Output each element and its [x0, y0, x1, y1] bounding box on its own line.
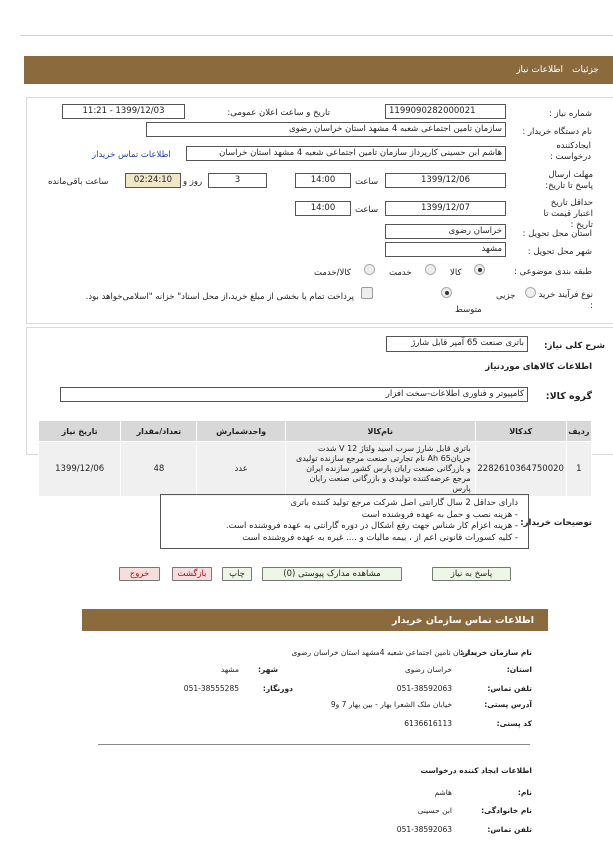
- contact-phone-label: تلفن تماس:: [487, 684, 532, 693]
- contact-fax-label: دورنگار:: [262, 684, 293, 693]
- creator-first-name-label: نام:: [517, 788, 532, 797]
- buyer-org-label: نام دستگاه خریدار :: [522, 127, 592, 137]
- process-partial-radio[interactable]: [525, 287, 536, 298]
- reply-time-label: ساعت: [355, 177, 379, 187]
- contact-section-title: اطلاعات تماس سازمان خریدار: [391, 615, 534, 626]
- contact-province-value: خراسان رضوی: [404, 665, 452, 674]
- cell-qty: 48: [121, 442, 197, 497]
- exit-button[interactable]: خروج: [119, 567, 160, 581]
- reply-button[interactable]: پاسخ به نیاز: [432, 567, 511, 581]
- cell-code: 2282610364750020: [475, 442, 566, 497]
- summary-field[interactable]: باتری صنعت 65 آمپر قابل شارژ: [386, 336, 528, 352]
- contact-fax-value: 051-38555285: [183, 684, 239, 693]
- creator-first-name-value: هاشم: [434, 788, 452, 797]
- summary-label: شرح کلی نیاز:: [544, 341, 605, 351]
- treasury-payment-checkbox[interactable]: [361, 287, 373, 299]
- breadcrumb-need-info[interactable]: اطلاعات نیاز: [516, 65, 563, 75]
- creator-section-title: اطلاعات ایجاد کننده درخواست: [420, 766, 532, 775]
- reply-deadline-label: مهلت ارسال پاسخ تا تاریخ:: [545, 170, 593, 191]
- view-attachments-button[interactable]: مشاهده مدارک پیوستی (0): [262, 567, 402, 581]
- category-service-label: خدمت: [389, 268, 412, 278]
- back-button[interactable]: بازگشت: [172, 567, 212, 581]
- contact-city-label: شهر:: [258, 665, 278, 674]
- cell-date: 1399/12/06: [39, 442, 121, 497]
- city-label: شهر محل تحویل :: [527, 247, 592, 257]
- goods-info-title: اطلاعات کالاهای موردنیاز: [485, 362, 592, 372]
- col-name: نام‌کالا: [285, 421, 475, 442]
- announce-field[interactable]: 1399/12/03 - 11:21: [62, 104, 185, 119]
- cell-name: باتری قابل شارژ سرب اسید ولتاژ 12 V شدت جریان65 Ah نام تجارتی صنعت مرجع سازنده تولیدی و بازرگانی صنعت رایان پارس کشور سازنده ایران مرجع عرضه‌کننده تولیدی و بازرگانی صنعت رایان پارس: [285, 442, 475, 497]
- top-divider: [20, 35, 613, 36]
- province-field[interactable]: خراسان رضوی: [385, 224, 506, 239]
- days-label: روز و: [183, 177, 203, 187]
- note-line: - هزینه نصب و حمل به عهده فروشنده است: [361, 509, 518, 520]
- process-medium-label: متوسط: [455, 305, 482, 315]
- reply-time-field[interactable]: 14:00: [295, 173, 351, 188]
- announce-label: تاریخ و ساعت اعلان عمومی:: [227, 108, 330, 118]
- buyer-org-field[interactable]: سازمان تامین اجتماعی شعبه 4 مشهد استان خراسان رضوی: [146, 122, 506, 137]
- creator-phone-label: تلفن تماس:: [487, 825, 532, 834]
- contact-org-value: سازمان تامین اجتماعی شعبه 4مشهد استان خراسان رضوی: [291, 648, 477, 657]
- process-partial-label: جزیی: [496, 291, 516, 301]
- col-row: ردیف: [566, 421, 591, 442]
- buyer-notes-label: توضیحات خریدار:: [520, 518, 592, 528]
- validity-date-field[interactable]: 1399/12/07: [385, 201, 506, 216]
- col-date: تاریخ نیاز: [39, 421, 121, 442]
- need-number-label: شماره نیاز :: [548, 109, 592, 119]
- contact-address-label: آدرس پستی:: [484, 700, 532, 709]
- process-label: نوع فرآیند خرید :: [538, 290, 593, 311]
- treasury-payment-note: پرداخت تمام یا بخشی از مبلغ خرید،از محل اسناد" خزانه "اسلامی‌خواهد بود.: [85, 292, 354, 302]
- reply-date-field[interactable]: 1399/12/06: [385, 173, 506, 188]
- contact-phone-value: 051-38592063: [396, 684, 452, 693]
- city-field[interactable]: مشهد: [385, 242, 506, 257]
- buyer-notes-box: [160, 494, 529, 549]
- validity-time-field[interactable]: 14:00: [295, 201, 351, 216]
- goods-group-label: گروه کالا:: [545, 391, 592, 402]
- creator-last-name-label: نام خانوادگی:: [481, 806, 532, 815]
- remaining-time-field: 02:24:10: [125, 173, 181, 188]
- category-both-radio[interactable]: [364, 264, 375, 275]
- creator-phone-value: 051-38592063: [396, 825, 452, 834]
- contact-city-value: مشهد: [220, 665, 239, 674]
- remaining-time-label: ساعت باقی‌مانده: [48, 177, 109, 187]
- goods-table: [38, 420, 592, 497]
- contact-section-header: [82, 609, 548, 631]
- cell-row: 1: [566, 442, 591, 497]
- cell-unit: عدد: [197, 442, 285, 497]
- col-unit: واحدشمارش: [197, 421, 285, 442]
- contact-divider: [98, 744, 530, 745]
- validity-time-label: ساعت: [355, 205, 379, 215]
- contact-address-value: خیابان ملک الشعرا بهار - بین بهار 7 و9: [330, 700, 452, 709]
- contact-org-label: نام سازمان خریدار:: [460, 648, 532, 657]
- note-line: دارای حداقل 2 سال گارانتی اصل شرکت مرجع تولید کننده باتری: [290, 498, 518, 508]
- days-remaining-field[interactable]: 3: [208, 173, 267, 188]
- process-medium-radio[interactable]: [441, 287, 452, 298]
- creator-label: ایجادکننده درخواست :: [550, 141, 591, 162]
- col-qty: تعداد/مقدار: [121, 421, 197, 442]
- category-goods-label: کالا: [450, 268, 462, 278]
- print-button[interactable]: چاپ: [222, 567, 252, 581]
- note-line: - کلیه کسورات قانونی اعم از ، بیمه مالیات و .... غیره به عهده فروشنده است: [242, 532, 518, 543]
- contact-postal-label: کد پستی:: [496, 719, 532, 728]
- note-line: - هزینه اعزام کار شناس جهت رفع اشکال در دوره گارانتی به عهده فروشنده است.: [225, 521, 518, 531]
- breadcrumb-details[interactable]: جزئیات: [572, 65, 599, 75]
- contact-province-label: استان:: [506, 665, 532, 674]
- need-number-field[interactable]: 1199090282000021: [385, 104, 506, 119]
- buyer-contact-link[interactable]: اطلاعات تماس خریدار: [92, 150, 171, 160]
- category-goods-radio[interactable]: [474, 264, 485, 275]
- col-code: کدکالا: [475, 421, 566, 442]
- province-label: استان محل تحویل :: [522, 229, 592, 239]
- category-label: طبقه بندی موضوعی :: [514, 267, 592, 277]
- creator-last-name-value: ابن حسینی: [417, 806, 452, 815]
- validity-label: حداقل تاریخ اعتبار قیمت تا تاریخ :: [543, 198, 593, 230]
- category-service-radio[interactable]: [425, 264, 436, 275]
- table-row[interactable]: [39, 442, 592, 497]
- creator-field[interactable]: هاشم ابن حسینی کارپرداز سازمان تامین اجتماعی شعبه 4 مشهد استان خراسان: [186, 146, 506, 161]
- category-both-label: کالا/خدمت: [314, 268, 351, 278]
- goods-group-field[interactable]: کامپیوتر و فناوری اطلاعات-سخت افزار: [60, 387, 528, 402]
- page-header-bar: [24, 56, 613, 84]
- contact-postal-value: 6136616113: [404, 719, 452, 728]
